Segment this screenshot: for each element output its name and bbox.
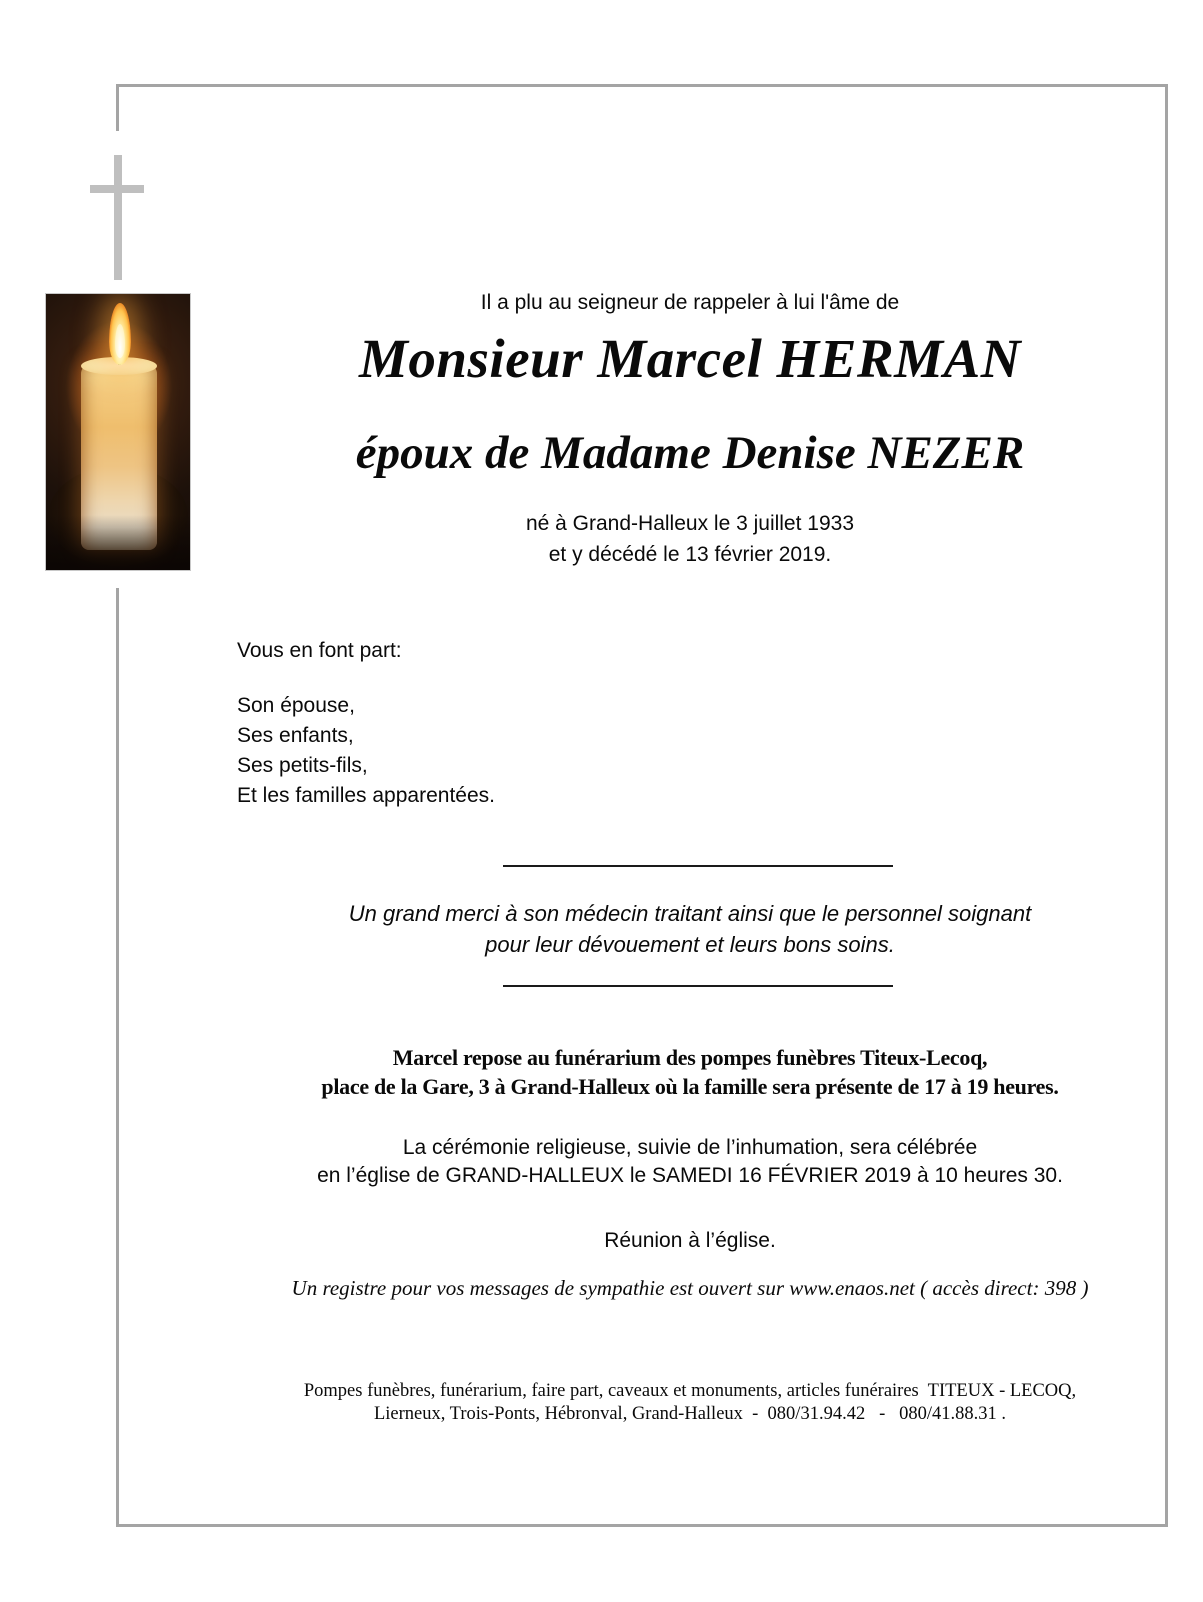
deceased-name: Monsieur Marcel HERMAN: [359, 328, 1021, 389]
register-line: Un registre pour vos messages de sympathie est ouvert sur www.enaos.net ( accès direct: 398 ): [291, 1276, 1089, 1300]
cross-bar: [90, 185, 144, 193]
thanks-line: pour leur dévouement et leurs bons soins.: [485, 932, 895, 957]
announce-label: Vous en font part:: [237, 639, 402, 662]
separator-line: [503, 985, 893, 987]
footer-line: Pompes funèbres, funérarium, faire part, caveaux et monuments, articles funéraires TITEUX - LECOQ,: [303, 1381, 1077, 1401]
photo-bottom-shade: [46, 515, 190, 570]
ceremony-line: La cérémonie religieuse, suivie de l’inhumation, sera célébrée: [402, 1136, 978, 1159]
death-line: et y décédé le 13 février 2019.: [548, 543, 832, 566]
ceremony-block: [212, 1134, 1168, 1190]
separator-line: [503, 865, 893, 867]
candle-photo: [45, 293, 191, 571]
family-item: Ses petits-fils,: [237, 754, 368, 777]
ceremony-line: en l’église de GRAND-HALLEUX le SAMEDI 16 FÉVRIER 2019 à 10 heures 30.: [317, 1164, 1063, 1187]
spouse-line: époux de Madame Denise NEZER: [355, 427, 1025, 479]
intro-line: Il a plu au seigneur de rappeler à lui l'âme de: [480, 291, 900, 314]
undertaker-footer: [212, 1380, 1168, 1425]
reunion-line: Réunion à l’église.: [604, 1229, 776, 1252]
family-list: [212, 691, 1168, 811]
thanks-line: Un grand merci à son médecin traitant ainsi que le personnel soignant: [348, 901, 1032, 926]
birth-death-block: [212, 508, 1168, 570]
repose-block: [212, 1043, 1168, 1101]
cross-stem: [114, 155, 122, 280]
footer-line: Lierneux, Trois-Ponts, Hébronval, Grand-Halleux - 080/31.94.42 - 080/41.88.31 .: [373, 1403, 1007, 1424]
family-item: Ses enfants,: [237, 724, 354, 747]
family-item: Son épouse,: [237, 694, 355, 717]
repose-line: place de la Gare, 3 à Grand-Halleux où la famille sera présente de 17 à 19 heures.: [321, 1074, 1059, 1099]
family-item: Et les familles apparentées.: [237, 784, 495, 807]
repose-line: Marcel repose au funérarium des pompes funèbres Titeux-Lecoq,: [392, 1045, 988, 1070]
cross-icon: [90, 155, 144, 280]
birth-line: né à Grand-Halleux le 3 juillet 1933: [525, 512, 855, 535]
candle-flame-core: [115, 324, 125, 358]
thanks-block: [212, 898, 1168, 960]
